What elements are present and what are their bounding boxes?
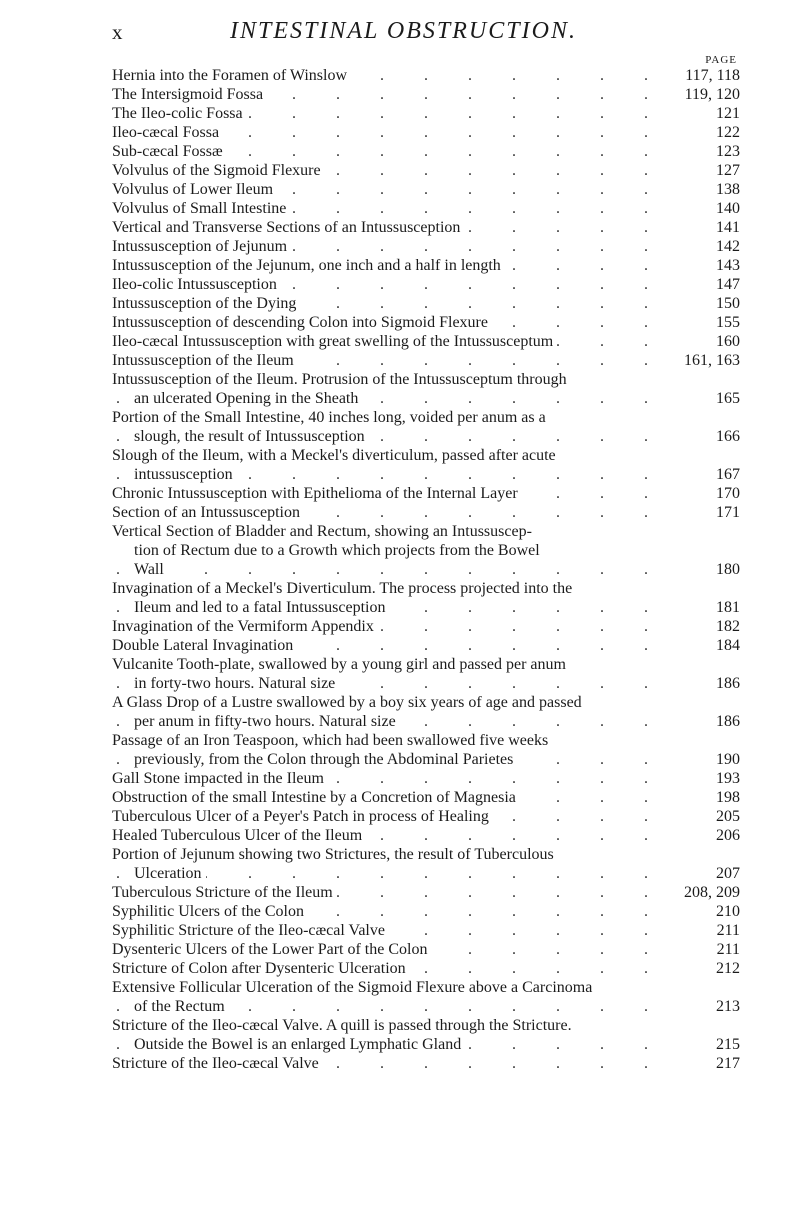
entry-line <box>112 313 740 332</box>
entry-title-text: Vulcanite Tooth-plate, swallowed by a young girl and passed per anum <box>112 655 570 674</box>
entry-page-number: 147 <box>654 275 740 294</box>
list-entry <box>112 237 740 256</box>
entry-line <box>112 142 740 161</box>
list-entry <box>112 408 740 446</box>
entry-line <box>112 579 740 598</box>
list-entry <box>112 294 740 313</box>
entry-page-number: 182 <box>654 617 740 636</box>
list-entry <box>112 921 740 940</box>
entry-page-number: 208, 209 <box>654 883 740 902</box>
list-entry <box>112 351 740 370</box>
list-entry <box>112 769 740 788</box>
entry-title-text: in forty-two hours. Natural size <box>134 674 339 693</box>
entry-title-text: Vertical and Transverse Sections of an Intussusception <box>112 218 464 237</box>
entry-page-number: 171 <box>654 503 740 522</box>
entry-line <box>112 446 740 465</box>
list-entry <box>112 617 740 636</box>
entry-line <box>112 123 740 142</box>
list-entry <box>112 256 740 275</box>
entry-page-number: 211 <box>654 940 740 959</box>
entry-line <box>112 332 740 351</box>
entry-page-number: 142 <box>654 237 740 256</box>
entry-page-number: 211 <box>654 921 740 940</box>
entry-title-text: Syphilitic Stricture of the Ileo-cæcal Valve <box>112 921 389 940</box>
entry-line <box>112 351 740 370</box>
entry-title-text: Intussusception of the Ileum. Protrusion of the Intussusceptum through <box>112 370 571 389</box>
list-entry <box>112 807 740 826</box>
roman-page-number: x <box>112 20 123 44</box>
entry-title-text: Sub-cæcal Fossæ <box>112 142 227 161</box>
entry-title-text: Stricture of the Ileo-cæcal Valve. A quill is passed through the Stricture. <box>112 1016 576 1035</box>
entry-line <box>112 560 740 579</box>
entry-title-text: Volvulus of the Sigmoid Flexure <box>112 161 325 180</box>
list-entry <box>112 332 740 351</box>
entry-line <box>112 674 740 693</box>
entry-line <box>112 636 740 655</box>
entry-title-text: tion of Rectum due to a Growth which projects from the Bowel <box>134 541 544 560</box>
entry-title-text: Syphilitic Ulcers of the Colon <box>112 902 308 921</box>
list-entry <box>112 66 740 85</box>
entry-title-text: A Glass Drop of a Lustre swallowed by a boy six years of age and passed <box>112 693 586 712</box>
entry-title-text: Volvulus of Small Intestine <box>112 199 290 218</box>
entry-title-text: per anum in fifty-two hours. Natural size <box>134 712 400 731</box>
entry-line <box>112 1016 740 1035</box>
entry-title-text: Wall <box>134 560 168 579</box>
entry-title-text: Dysenteric Ulcers of the Lower Part of the Colon <box>112 940 431 959</box>
entry-line <box>112 85 740 104</box>
list-entry <box>112 446 740 484</box>
list-entry <box>112 655 740 693</box>
illustration-list <box>112 66 740 1073</box>
entry-page-number: 190 <box>654 750 740 769</box>
entry-page-number: 215 <box>654 1035 740 1054</box>
entry-line <box>112 294 740 313</box>
entry-page-number: 127 <box>654 161 740 180</box>
entry-line <box>112 161 740 180</box>
entry-line <box>112 769 740 788</box>
running-title: INTESTINAL OBSTRUCTION. <box>230 18 577 44</box>
list-entry <box>112 161 740 180</box>
entry-title-text: Invagination of the Vermiform Appendix <box>112 617 378 636</box>
entry-title-text: Tuberculous Ulcer of a Peyer's Patch in process of Healing <box>112 807 493 826</box>
entry-line <box>112 408 740 427</box>
entry-line <box>112 845 740 864</box>
entry-page-number: 170 <box>654 484 740 503</box>
list-entry <box>112 503 740 522</box>
entry-page-number: 217 <box>654 1054 740 1073</box>
entry-line <box>112 541 740 560</box>
entry-title-text: Stricture of Colon after Dysenteric Ulceration <box>112 959 410 978</box>
entry-title-text: Healed Tuberculous Ulcer of the Ileum <box>112 826 366 845</box>
entry-page-number: 210 <box>654 902 740 921</box>
entry-line <box>112 256 740 275</box>
list-entry <box>112 788 740 807</box>
entry-page-number: 165 <box>654 389 740 408</box>
entry-line <box>112 237 740 256</box>
entry-line <box>112 959 740 978</box>
entry-page-number: 180 <box>654 560 740 579</box>
entry-title-text: Hernia into the Foramen of Winslow <box>112 66 351 85</box>
entry-title-text: Intussusception of the Dying <box>112 294 300 313</box>
entry-title-text: Intussusception of Jejunum <box>112 237 291 256</box>
entry-line <box>112 997 740 1016</box>
entry-line <box>112 199 740 218</box>
entry-title-text: Intussusception of descending Colon into Sigmoid Flexure <box>112 313 492 332</box>
list-entry <box>112 636 740 655</box>
list-entry <box>112 579 740 617</box>
entry-title-text: Chronic Intussusception with Epithelioma of the Internal Layer <box>112 484 522 503</box>
entry-line <box>112 370 740 389</box>
list-entry <box>112 180 740 199</box>
entry-title-text: an ulcerated Opening in the Sheath <box>134 389 362 408</box>
entry-line <box>112 731 740 750</box>
entry-page-number: 150 <box>654 294 740 313</box>
entry-page-number: 212 <box>654 959 740 978</box>
entry-line <box>112 807 740 826</box>
list-entry <box>112 104 740 123</box>
entry-page-number: 155 <box>654 313 740 332</box>
entry-title-text: Ulceration <box>134 864 206 883</box>
entry-line <box>112 218 740 237</box>
entry-title-text: Volvulus of Lower Ileum <box>112 180 277 199</box>
list-entry <box>112 123 740 142</box>
entry-line <box>112 902 740 921</box>
entry-title-text: previously, from the Colon through the Abdominal Parietes <box>134 750 517 769</box>
entry-line <box>112 598 740 617</box>
entry-page-number: 140 <box>654 199 740 218</box>
list-entry <box>112 275 740 294</box>
list-entry <box>112 693 740 731</box>
entry-title-text: Passage of an Iron Teaspoon, which had been swallowed five weeks <box>112 731 552 750</box>
entry-title-text: of the Rectum <box>134 997 229 1016</box>
list-entry <box>112 370 740 408</box>
entry-line <box>112 788 740 807</box>
entry-line <box>112 104 740 123</box>
list-entry <box>112 85 740 104</box>
entry-title-text: The Intersigmoid Fossa <box>112 85 267 104</box>
entry-line <box>112 465 740 484</box>
entry-title-text: Ileum and led to a fatal Intussusception <box>134 598 389 617</box>
entry-page-number: 186 <box>654 712 740 731</box>
entry-title-text: Ileo-cæcal Intussusception with great swelling of the Intussusceptum <box>112 332 557 351</box>
entry-page-number: 166 <box>654 427 740 446</box>
entry-page-number: 184 <box>654 636 740 655</box>
entry-page-number: 143 <box>654 256 740 275</box>
entry-line <box>112 427 740 446</box>
entry-title-text: Portion of the Small Intestine, 40 inches long, voided per anum as a <box>112 408 550 427</box>
list-entry <box>112 522 740 579</box>
entry-title-text: Tuberculous Stricture of the Ileum <box>112 883 337 902</box>
entry-title-text: Double Lateral Invagination <box>112 636 297 655</box>
entry-title-text: Ileo-colic Intussusception <box>112 275 281 294</box>
entry-line <box>112 750 740 769</box>
entry-title-text: Outside the Bowel is an enlarged Lymphatic Gland <box>134 1035 465 1054</box>
list-entry <box>112 142 740 161</box>
entry-title-text: slough, the result of Intussusception <box>134 427 369 446</box>
list-entry <box>112 883 740 902</box>
entry-page-number: 121 <box>654 104 740 123</box>
entry-page-number: 181 <box>654 598 740 617</box>
entry-page-number: 123 <box>654 142 740 161</box>
entry-page-number: 160 <box>654 332 740 351</box>
entry-page-number: 161, 163 <box>654 351 740 370</box>
entry-line <box>112 921 740 940</box>
entry-page-number: 141 <box>654 218 740 237</box>
entry-line <box>112 655 740 674</box>
entry-line <box>112 864 740 883</box>
entry-line <box>112 940 740 959</box>
entry-line <box>112 978 740 997</box>
entry-title-text: Ileo-cæcal Fossa <box>112 123 223 142</box>
list-entry <box>112 959 740 978</box>
entry-title-text: Gall Stone impacted in the Ileum <box>112 769 328 788</box>
entry-line <box>112 522 740 541</box>
entry-title-text: Intussusception of the Jejunum, one inch and a half in length <box>112 256 505 275</box>
entry-title-text: The Ileo-colic Fossa <box>112 104 247 123</box>
entry-page-number: 198 <box>654 788 740 807</box>
page-column-label: PAGE <box>705 54 737 66</box>
entry-line <box>112 275 740 294</box>
list-entry <box>112 978 740 1016</box>
entry-line <box>112 503 740 522</box>
entry-line <box>112 66 740 85</box>
list-entry <box>112 826 740 845</box>
entry-title-text: Extensive Follicular Ulceration of the Sigmoid Flexure above a Carcinoma <box>112 978 596 997</box>
list-entry <box>112 1016 740 1054</box>
list-entry <box>112 1054 740 1073</box>
entry-page-number: 119, 120 <box>654 85 740 104</box>
entry-page-number: 186 <box>654 674 740 693</box>
list-entry <box>112 940 740 959</box>
entry-page-number: 213 <box>654 997 740 1016</box>
entry-title-text: Portion of Jejunum showing two Strictures, the result of Tuberculous <box>112 845 558 864</box>
entry-page-number: 206 <box>654 826 740 845</box>
entry-title-text: Section of an Intussusception <box>112 503 304 522</box>
entry-line <box>112 180 740 199</box>
entry-page-number: 205 <box>654 807 740 826</box>
entry-line <box>112 693 740 712</box>
list-entry <box>112 902 740 921</box>
entry-line <box>112 484 740 503</box>
list-entry <box>112 313 740 332</box>
page-header <box>0 8 800 48</box>
entry-title-text: Stricture of the Ileo-cæcal Valve <box>112 1054 323 1073</box>
list-entry <box>112 845 740 883</box>
entry-line <box>112 1054 740 1073</box>
entry-title-text: intussusception <box>134 465 237 484</box>
entry-line <box>112 883 740 902</box>
entry-page-number: 167 <box>654 465 740 484</box>
entry-line <box>112 617 740 636</box>
entry-line <box>112 826 740 845</box>
entry-title-text: Slough of the Ileum, with a Meckel's diverticulum, passed after acute <box>112 446 560 465</box>
list-entry <box>112 199 740 218</box>
entry-line <box>112 712 740 731</box>
entry-line <box>112 1035 740 1054</box>
entry-title-text: Obstruction of the small Intestine by a Concretion of Magnesia <box>112 788 520 807</box>
entry-page-number: 138 <box>654 180 740 199</box>
entry-title-text: Invagination of a Meckel's Diverticulum. The process projected into the <box>112 579 576 598</box>
entry-line <box>112 389 740 408</box>
entry-title-text: Vertical Section of Bladder and Rectum, showing an Intussuscep- <box>112 522 536 541</box>
list-entry <box>112 731 740 769</box>
entry-title-text: Intussusception of the Ileum <box>112 351 298 370</box>
list-entry <box>112 218 740 237</box>
list-entry <box>112 484 740 503</box>
entry-page-number: 117, 118 <box>654 66 740 85</box>
entry-page-number: 193 <box>654 769 740 788</box>
entry-page-number: 207 <box>654 864 740 883</box>
entry-page-number: 122 <box>654 123 740 142</box>
